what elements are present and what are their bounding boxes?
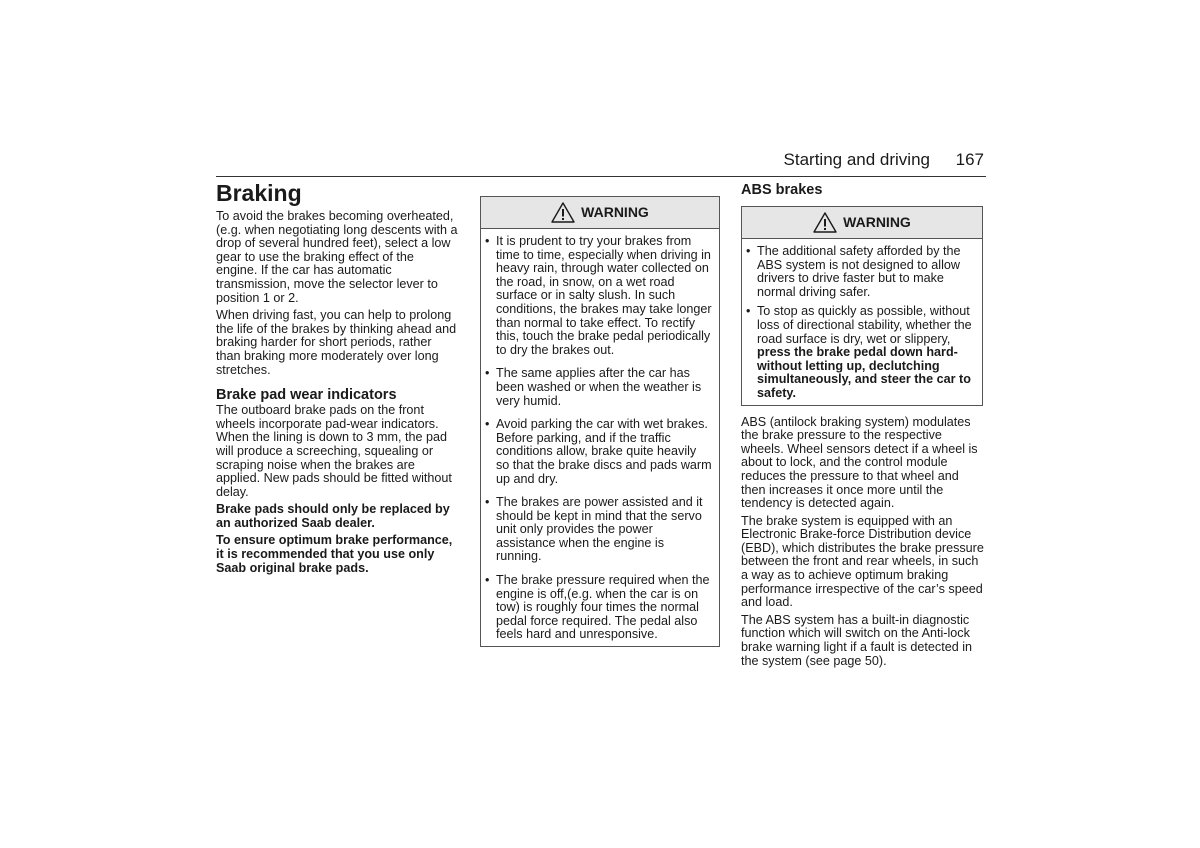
warning-label: WARNING [843, 213, 911, 230]
bullet-icon: • [746, 304, 751, 319]
bullet-icon: • [485, 234, 490, 248]
bullet-icon: • [746, 244, 751, 258]
warning-body [742, 239, 982, 405]
bullet-icon: • [485, 495, 490, 510]
warning-item: • The brakes are power assisted and it should be kept in mind that the servo unit only provides the power assistance when the engine is running. [485, 495, 703, 564]
column-abs [741, 178, 985, 672]
braking-intro-1: To avoid the brakes becoming overheated, (e.g. when negotiating long descents with a drop of several hundred feet), select a low gear to use the braking effect of the engine. If the car has automatic transmission, move the selector lever to position 1 or 2. [216, 209, 458, 305]
pad-wear-heading: Brake pad wear indicators [216, 387, 397, 404]
section-title: Starting and driving [783, 150, 930, 169]
pad-original-note: To ensure optimum brake performance, it is recommended that you use only Saab original brake pads. [216, 533, 453, 575]
bullet-icon: • [485, 417, 490, 432]
warning-label: WARNING [581, 203, 649, 220]
warning-body [481, 229, 719, 646]
bullet-icon: • [485, 366, 490, 381]
braking-title: Braking [216, 180, 302, 206]
column-warning [480, 178, 720, 647]
header-rule [216, 176, 986, 177]
warning-item: • Avoid parking the car with wet brakes. Before parking, and if the traffic conditions allow, brake quite heavily so that the brake discs and pads warm up and dry. [485, 417, 712, 486]
pad-wear-text: The outboard brake pads on the front wheels incorporate pad-wear indicators. When the lining is down to 3 mm, the pad will produce a screeching, squealing or scraping noise when the brakes are applied. New pads should be fitted without delay. [216, 403, 452, 499]
warning-item: • The brake pressure required when the engine is off,(e.g. when the car is on tow) is roughly four times the normal pedal force required. The pedal also feels hard and unresponsive. [485, 573, 710, 642]
abs-item-plain: To stop as quickly as possible, without loss of directional stability, whether the road surface is dry, wet or slippery, [757, 304, 972, 346]
braking-intro-2: When driving fast, you can help to prolong the life of the brakes by thinking ahead and braking harder for short periods, rather than braking more moderately over long stretches. [216, 308, 457, 377]
page-number: 167 [955, 150, 984, 169]
abs-para-1: ABS (antilock braking system) modulates the brake pressure to the respective wheels. Wheel sensors detect if a wheel is about to lock, and the control module reduces the pressure to that wheel and then increases it once more until the tendency is detected again. [741, 414, 978, 511]
warning-item: • It is prudent to try your brakes from time to time, especially when driving in heavy rain, through water collected on the road, in snow, on a wet road surface or in salty slush. In such conditions, the brakes may take longer than normal to take effect. To rectify this, touch the brake pedal periodically to dry the brakes out. [485, 234, 712, 357]
abs-item-bold: press the brake pedal down hard- without letting up, declutching simultaneously, and steer the car to safety. [757, 345, 971, 400]
warning-item [746, 305, 976, 400]
abs-para-2: The brake system is equipped with an Electronic Brake-force Distribution device (EBD), which distributes the brake pressure between the front and rear wheels, in such a way as to achieve optimum braking performance irrespective of the car’s speed and load. [741, 513, 984, 610]
warning-header [481, 197, 719, 229]
brake-warning-box [480, 196, 720, 647]
warning-item: • The same applies after the car has been washed or when the weather is very humid. [485, 366, 702, 408]
page-header [216, 150, 986, 176]
warning-triangle-icon [551, 202, 575, 223]
abs-heading: ABS brakes [741, 182, 823, 198]
bullet-icon: • [485, 573, 490, 588]
pad-replacement-note: Brake pads should only be replaced by an authorized Saab dealer. [216, 502, 450, 530]
warning-header [742, 207, 982, 239]
abs-para-3: The ABS system has a built-in diagnostic function which will switch on the Anti-lock brake warning light if a fault is detected in the system (see page 50). [741, 612, 973, 668]
warning-triangle-icon [813, 212, 837, 233]
abs-warning-box [741, 206, 983, 406]
warning-item: • The additional safety afforded by the ABS system is not designed to allow drivers to drive faster but to make normal driving safer. [746, 244, 961, 299]
column-braking [216, 178, 458, 579]
